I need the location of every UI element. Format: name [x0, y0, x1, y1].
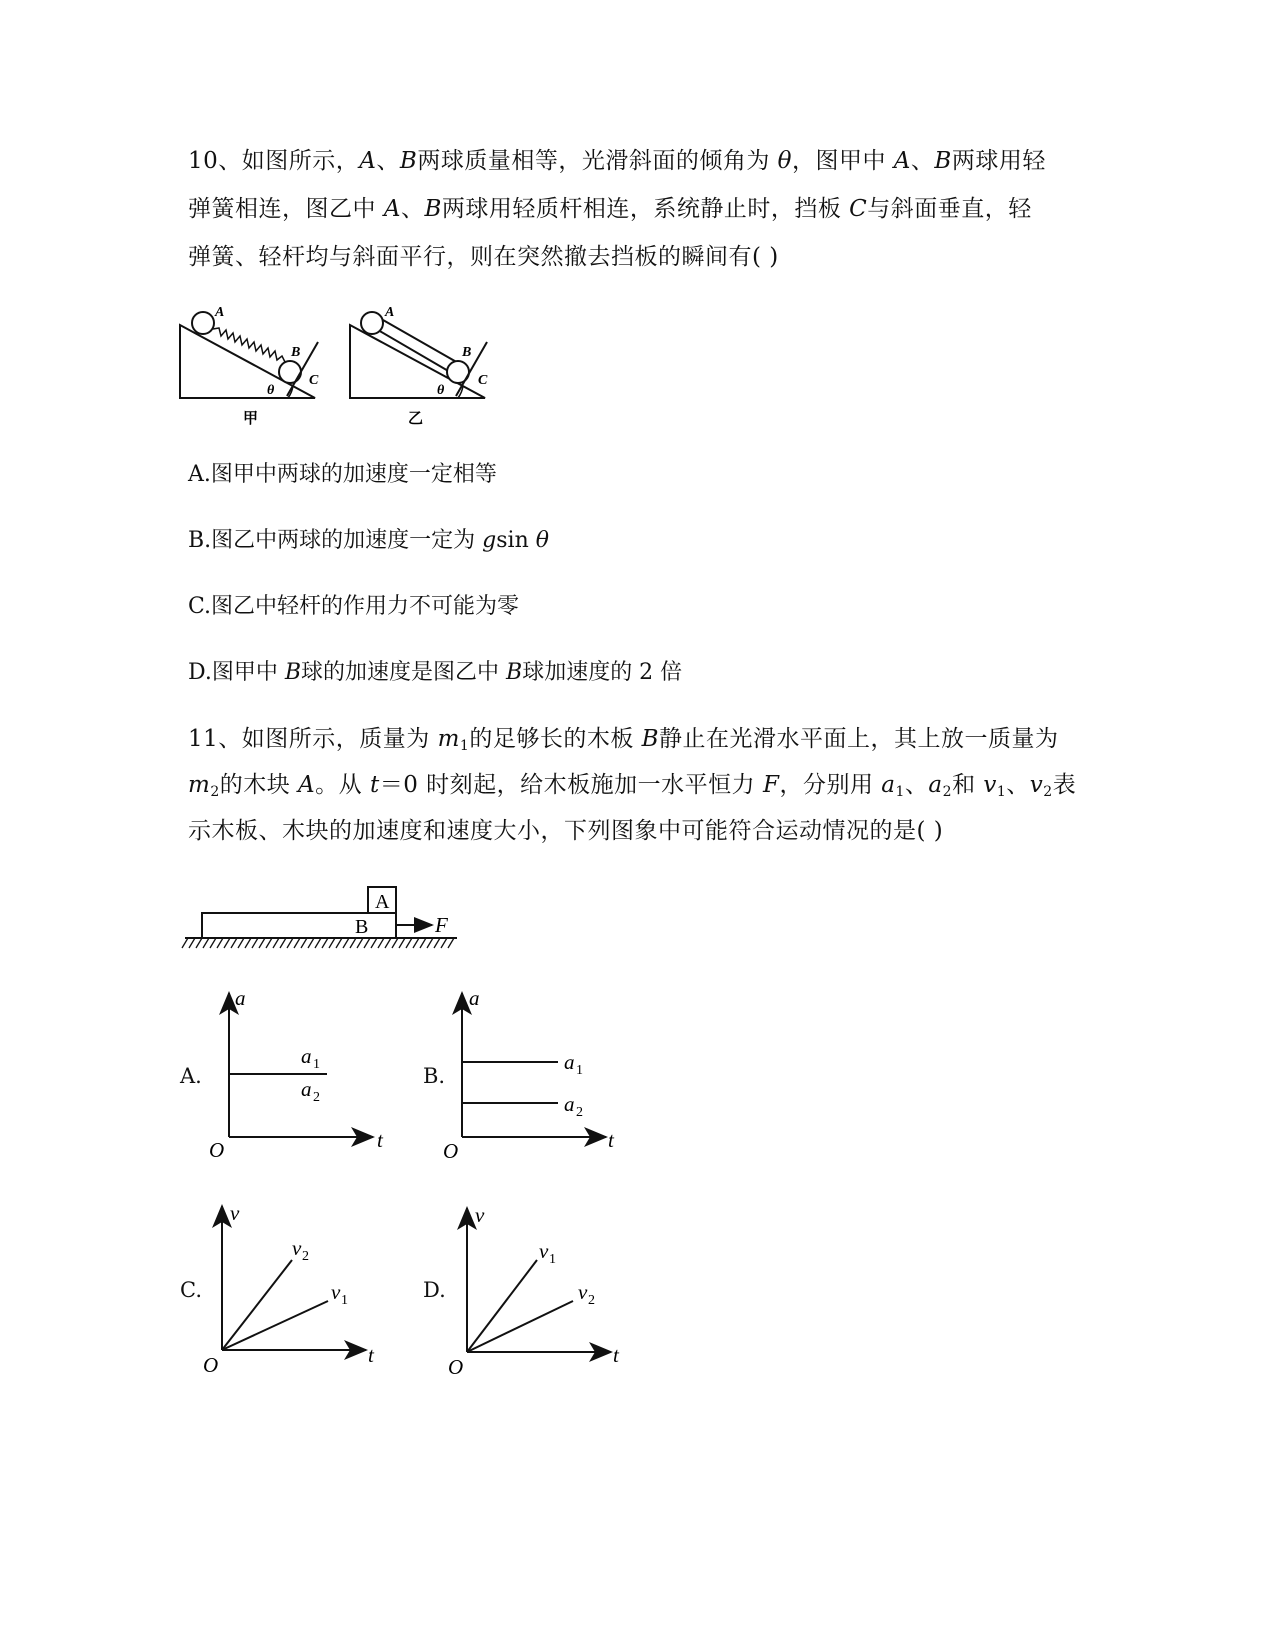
q10-option-b: B.图乙中两球的加速度一定为 gsin θ	[188, 528, 549, 553]
q10-line-1: 10、如图所示，A、B两球质量相等，光滑斜面的倾角为 θ，图甲中 A、B两球用轻	[188, 148, 1046, 174]
label-b-yi: B	[462, 345, 472, 360]
line-v2	[222, 1260, 292, 1350]
hatch-mark	[406, 938, 412, 948]
hatch-mark	[217, 938, 223, 948]
label-a2: a	[564, 1092, 575, 1116]
graph-label-b: B.	[423, 1064, 446, 1088]
line-v1	[467, 1260, 537, 1352]
force-label: F	[435, 913, 448, 937]
label-c-yi: C	[478, 373, 488, 388]
y-axis-label: v	[230, 1201, 240, 1225]
hatch-mark	[196, 938, 202, 948]
hatch-mark	[392, 938, 398, 948]
board-b-label: B	[355, 916, 369, 938]
label-a-yi: A	[385, 305, 395, 320]
label-a1-sub: 1	[313, 1057, 320, 1072]
caption-yi: 乙	[408, 411, 424, 427]
hatch-mark	[231, 938, 237, 948]
label-a2-sub: 2	[313, 1090, 320, 1105]
ground-hatch	[182, 938, 454, 948]
q10-option-d: D.图甲中 B球的加速度是图乙中 B球加速度的 2 倍	[188, 660, 683, 685]
origin-label: O	[203, 1353, 219, 1377]
hatch-mark	[371, 938, 377, 948]
label-v2-sub: 2	[302, 1249, 309, 1264]
ball-a-jia	[192, 312, 214, 334]
hatch-mark	[224, 938, 230, 948]
hatch-mark	[294, 938, 300, 948]
label-b-jia: B	[291, 345, 301, 360]
label-theta-yi: θ	[437, 383, 445, 398]
hatch-mark	[245, 938, 251, 948]
hatch-mark	[427, 938, 433, 948]
label-v1: v	[331, 1280, 341, 1304]
ball-b-jia	[279, 361, 301, 383]
graph-b	[440, 985, 640, 1170]
x-axis-label: t	[613, 1343, 619, 1367]
hatch-mark	[350, 938, 356, 948]
label-a-jia: A	[215, 305, 225, 320]
hatch-mark	[189, 938, 195, 948]
x-axis-label: t	[368, 1343, 374, 1367]
graph-label-a: A.	[180, 1064, 202, 1088]
graph-a	[205, 985, 405, 1170]
graph-label-d: D.	[423, 1278, 446, 1302]
block-a-label: A	[375, 891, 390, 913]
hatch-mark	[259, 938, 265, 948]
label-a1-sub: 1	[576, 1063, 583, 1078]
hatch-mark	[301, 938, 307, 948]
hatch-mark	[238, 938, 244, 948]
hatch-mark	[280, 938, 286, 948]
q11-line-1: 11、如图所示，质量为 $m_1$的足够长的木板 B静止在光滑水平面上，其上放一质量为	[188, 726, 1059, 754]
label-v1: v	[539, 1239, 549, 1263]
hatch-mark	[448, 938, 454, 948]
label-a1: a	[564, 1050, 575, 1074]
hatch-mark	[385, 938, 391, 948]
caption-jia: 甲	[243, 411, 259, 427]
hatch-mark	[210, 938, 216, 948]
q10-option-c: C.图乙中轻杆的作用力不可能为零	[188, 594, 520, 619]
hatch-mark	[182, 938, 188, 948]
hatch-mark	[252, 938, 258, 948]
origin-label: O	[443, 1139, 459, 1163]
hatch-mark	[343, 938, 349, 948]
hatch-mark	[420, 938, 426, 948]
hatch-mark	[329, 938, 335, 948]
y-axis-label: v	[475, 1203, 485, 1227]
label-v2: v	[292, 1236, 302, 1260]
label-v1-sub: 1	[341, 1293, 348, 1308]
graph-label-c: C.	[180, 1278, 202, 1302]
hatch-mark	[287, 938, 293, 948]
line-v1	[222, 1301, 328, 1350]
hatch-mark	[322, 938, 328, 948]
label-a2-sub: 2	[576, 1105, 583, 1120]
hatch-mark	[266, 938, 272, 948]
hatch-mark	[413, 938, 419, 948]
graph-d	[445, 1202, 645, 1387]
label-v1-sub: 1	[549, 1252, 556, 1267]
ball-a-yi	[361, 312, 383, 334]
hatch-mark	[315, 938, 321, 948]
origin-label: O	[448, 1355, 464, 1379]
q11-board-figure	[180, 880, 470, 955]
line-v2	[467, 1301, 573, 1352]
label-a1: a	[301, 1044, 312, 1068]
q10-figure	[175, 300, 515, 435]
hatch-mark	[364, 938, 370, 948]
y-axis-label: a	[469, 986, 480, 1010]
hatch-mark	[308, 938, 314, 948]
hatch-mark	[441, 938, 447, 948]
hatch-mark	[399, 938, 405, 948]
y-axis-label: a	[235, 986, 246, 1010]
q10-line-3: 弹簧、轻杆均与斜面平行，则在突然撤去挡板的瞬间有( )	[188, 244, 779, 270]
spring-jia	[213, 328, 285, 362]
hatch-mark	[434, 938, 440, 948]
graph-c	[200, 1200, 400, 1385]
label-c-jia: C	[309, 373, 319, 388]
hatch-mark	[273, 938, 279, 948]
hatch-mark	[336, 938, 342, 948]
label-v2: v	[578, 1280, 588, 1304]
hatch-mark	[357, 938, 363, 948]
origin-label: O	[209, 1138, 225, 1162]
hatch-mark	[203, 938, 209, 948]
x-axis-label: t	[377, 1128, 383, 1152]
q10-line-2: 弹簧相连，图乙中 A、B两球用轻质杆相连，系统静止时，挡板 C与斜面垂直，轻	[188, 196, 1032, 222]
incline-yi	[350, 325, 485, 398]
label-theta-jia: θ	[267, 383, 275, 398]
x-axis-label: t	[608, 1128, 614, 1152]
hatch-mark	[378, 938, 384, 948]
q11-line-3: 示木板、木块的加速度和速度大小，下列图象中可能符合运动情况的是( )	[188, 818, 944, 844]
q10-option-a: A.图甲中两球的加速度一定相等	[188, 462, 497, 487]
label-v2-sub: 2	[588, 1293, 595, 1308]
q11-line-2: $m_2$的木块 A。从 t＝0 时刻起，给木板施加一水平恒力 F，分别用 $a_1$、$a_2$和 $v_1$、$v_2$表	[188, 772, 1077, 800]
label-a2: a	[301, 1077, 312, 1101]
